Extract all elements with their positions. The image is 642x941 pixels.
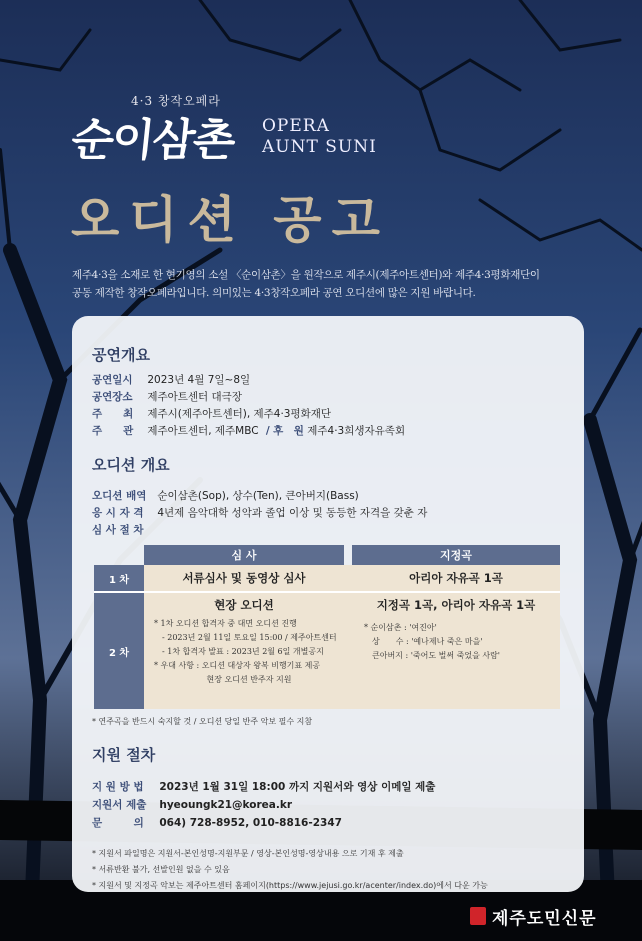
song-line: * 순이삼촌 : '여진아' — [364, 623, 437, 632]
info-row: 지 원 방 법 2023년 1월 31일 18:00 까지 지원서와 영상 이메일 제출 — [92, 781, 436, 793]
song-line: 상 수 : '예나제나 죽은 마을' — [372, 637, 483, 646]
note-line: - 2023년 2월 11일 토요일 15:00 / 제주아트센터 — [162, 633, 337, 642]
intro-text — [72, 266, 592, 302]
headline: 오디션 공고 — [71, 191, 390, 249]
performance-section-title: 공연개요 — [92, 346, 150, 364]
performance-info — [92, 372, 405, 440]
note-line: * 우대 사항 : 오디션 대상자 왕복 비행기표 제공 — [154, 661, 321, 670]
table-cell: 서류심사 및 동영상 심사 — [144, 565, 344, 592]
poster-header — [0, 0, 642, 330]
info-row: 공연장소 제주아트센터 대극장 — [92, 391, 242, 403]
info-row: 문 의 064) 728-8952, 010-8816-2347 — [92, 817, 342, 829]
round2-review: 현장 오디션 — [214, 598, 274, 612]
note-line: * 1차 오디션 합격자 중 대면 오디션 진행 — [154, 619, 297, 628]
table-header: 지정곡 — [352, 545, 560, 565]
info-row: 공연일시 2023년 4월 7일~8일 — [92, 374, 251, 386]
round-label: 1 차 — [94, 565, 144, 592]
table-cell: 아리아 자유곡 1곡 — [352, 565, 560, 592]
english-title — [262, 116, 377, 158]
table-header-row — [94, 545, 560, 565]
info-row: 주 최 제주시(제주아트센터), 제주4·3평화재단 — [92, 408, 332, 420]
round-label: 2 차 — [94, 592, 144, 709]
song-line: 큰아버지 : '죽어도 벌써 죽었을 사람' — [372, 651, 500, 660]
info-row: 오디션 배역 순이삼촌(Sop), 상수(Ten), 큰아버지(Bass) — [92, 490, 359, 502]
audition-section-title: 오디션 개요 — [92, 456, 170, 474]
table-row — [94, 592, 560, 709]
note-line: - 1차 합격자 발표 : 2023년 2월 6일 개별공지 — [162, 647, 324, 656]
table-cell — [352, 592, 560, 709]
round2-song: 지정곡 1곡, 아리아 자유곡 1곡 — [376, 598, 536, 612]
note-line: * 지원서 및 지정곡 악보는 제주아트센터 홈페이지(https://www.jejusi.go.kr/acenter/index.do)에서 다운 가능 — [92, 881, 488, 890]
audition-table — [94, 545, 560, 709]
publisher-name: 제주도민신문 — [492, 909, 597, 929]
audition-info — [92, 488, 427, 539]
main-title: 순이삼촌 — [68, 115, 237, 166]
note-line: * 서류반환 불가, 선발인원 없을 수 있음 — [92, 865, 230, 874]
note-line: * 지원서 파일명은 지원서-본인성명-지원부문 / 영상-본인성명-영상내용 으로 기재 후 제출 — [92, 849, 404, 858]
note-line: 현장 오디션 반주자 지원 — [206, 675, 292, 684]
info-row: 주 관 제주아트센터, 제주MBC / 후 원 제주4·3희생자유족회 — [92, 425, 406, 437]
info-card — [72, 316, 584, 892]
info-row: 심 사 절 차 — [92, 524, 144, 536]
english-title-line-2: AUNT SUNI — [262, 137, 377, 157]
table-header: 심 사 — [144, 545, 344, 565]
intro-line-1: 제주4·3을 소재로 한 현기영의 소설 〈순이삼촌〉을 원작으로 제주시(제주아트센터)와 제주4·3평화재단이 — [72, 269, 540, 281]
table-cell — [144, 592, 344, 709]
apply-section-title: 지원 절차 — [92, 746, 156, 764]
audition-note: * 연주곡을 반드시 숙지할 것 / 오디션 당일 반주 악보 필수 지참 — [92, 717, 313, 726]
intro-line-2: 공동 제작한 창작오페라입니다. 의미있는 4·3창작오페라 공연 오디션에 많은 지원 바랍니다. — [72, 287, 476, 299]
publisher-logo-icon — [470, 907, 486, 925]
sub-title: 4·3 창작오페라 — [131, 94, 221, 108]
info-row: 지원서 제출 hyeoungk21@korea.kr — [92, 799, 293, 811]
info-row: 응 시 자 격 4년제 음악대학 성악과 졸업 이상 및 동등한 자격을 갖춘 자 — [92, 507, 428, 519]
english-title-line-1: OPERA — [262, 116, 330, 136]
apply-notes — [92, 846, 488, 894]
apply-info — [92, 778, 435, 832]
table-row — [94, 565, 560, 592]
